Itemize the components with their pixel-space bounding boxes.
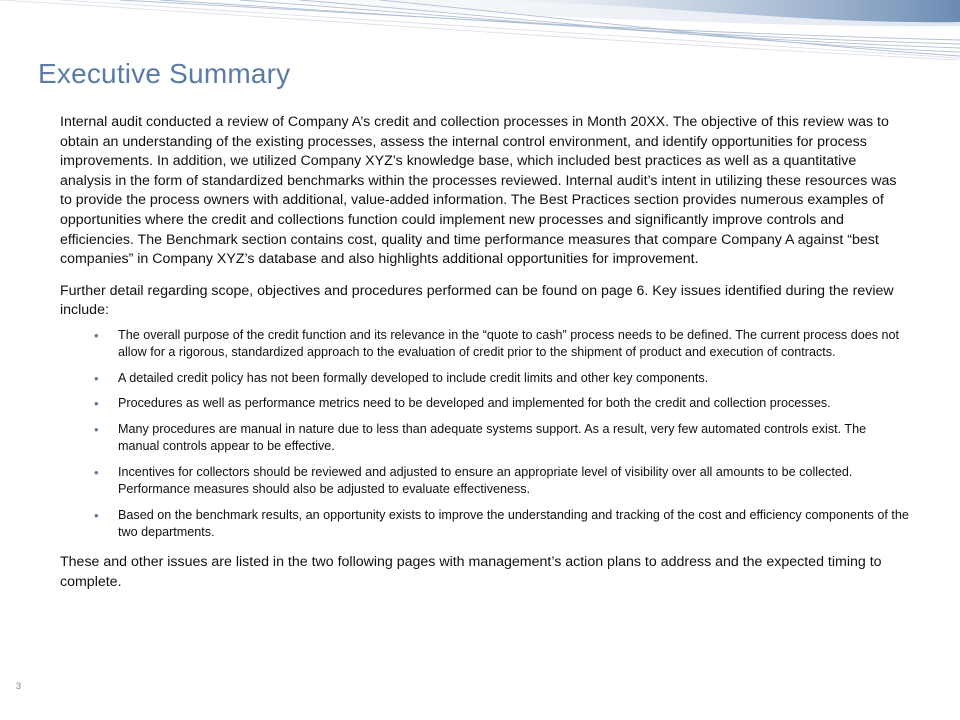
key-issue-item: • Many procedures are manual in nature due to less than adequate systems support. As a result, very few automated controls exist. The manual controls appear to be effective.	[118, 421, 910, 456]
page-title: Executive Summary	[38, 58, 291, 89]
key-issues-list	[60, 327, 910, 542]
intro-paragraph: Internal audit conducted a review of Company A’s credit and collection processes in Month 20XX. The objective of this review was to obtain an understanding of the existing processes, assess the internal control environment, and identify opportunities for process improvements. In addition, we utilized Company XYZ’s knowledge base, which included best practices as well as a quantitative analysis in the form of standardized benchmarks within the processes reviewed. Internal audit’s intent in utilizing these resources was to provide the process owners with additional, value-added information. The Best Practices section provides numerous examples of opportunities where the credit and collections function could implement new processes and significantly improve controls and efficiencies. The Benchmark section contains cost, quality and time performance measures that compare Company A against “best companies” in Company XYZ’s database and also highlights additional opportunities for improvement.	[60, 114, 897, 268]
body-content	[60, 113, 910, 592]
page-number: 3	[16, 681, 22, 691]
closing-paragraph: These and other issues are listed in the two following pages with management’s action plans to address and the expected timing to complete.	[60, 553, 882, 590]
key-issue-item: • Incentives for collectors should be reviewed and adjusted to ensure an appropriate level of visibility over all amounts to be collected. Performance measures should also be adjusted to evaluate effectiveness.	[118, 464, 910, 499]
key-issue-item: • The overall purpose of the credit function and its relevance in the “quote to cash” process needs to be defined. The current process does not allow for a rigorous, standardized approach to the evaluation of credit prior to the shipment of product and execution of contracts.	[118, 327, 910, 362]
key-issue-item: • Procedures as well as performance metrics need to be developed and implemented for both the credit and collection processes.	[118, 395, 910, 413]
key-issue-item: • Based on the benchmark results, an opportunity exists to improve the understanding and tracking of the cost and efficiency components of the two departments.	[118, 507, 910, 542]
header-swoosh-graphic	[0, 0, 960, 60]
key-issue-item: • A detailed credit policy has not been formally developed to include credit limits and other key components.	[118, 370, 910, 388]
key-issues-lead-paragraph: Further detail regarding scope, objectives and procedures performed can be found on page 6. Key issues identified during the review include:	[60, 282, 894, 319]
